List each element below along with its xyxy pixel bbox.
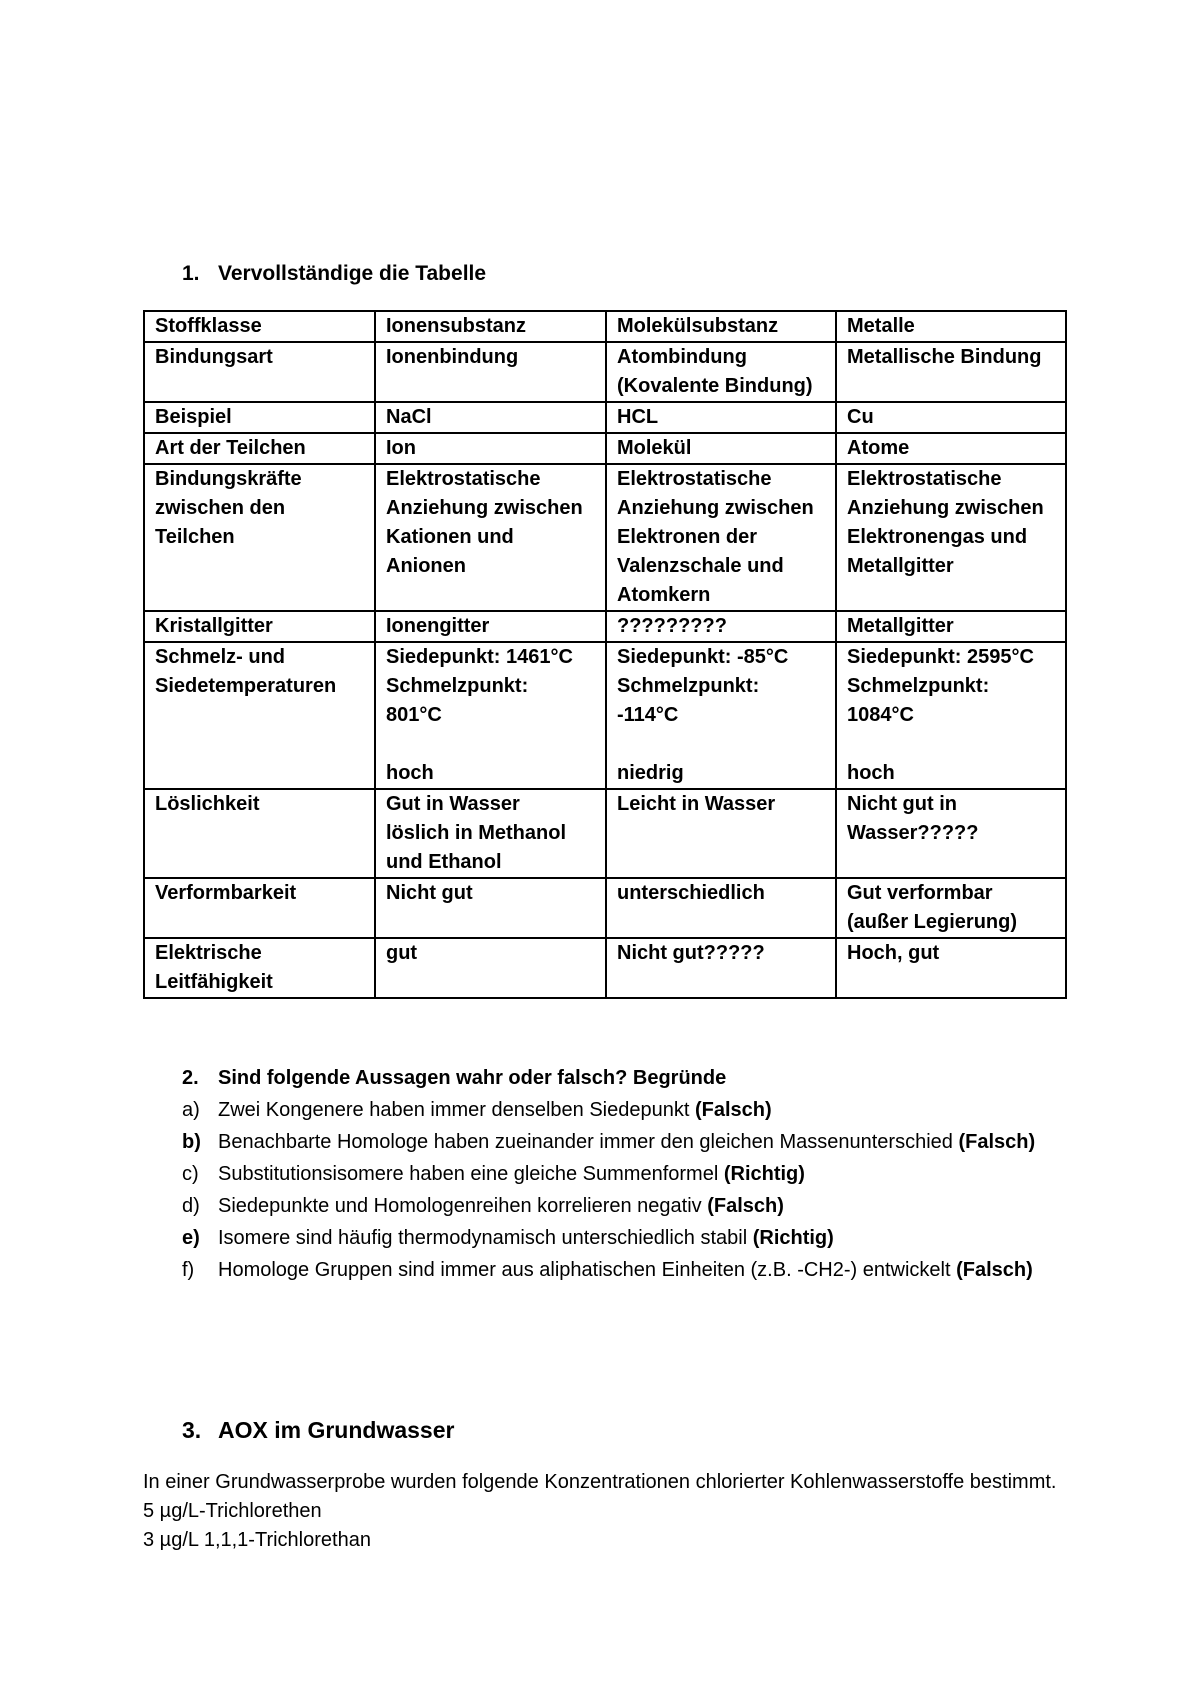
table-cell: Nicht gut [375,878,606,938]
table-row [144,789,1066,878]
table-cell: NaCl [375,402,606,433]
table-cell: Elektrostatische Anziehung zwischen Elektronen der Valenzschale und Atomkern [606,464,836,611]
table-cell: Metallische Bindung [836,342,1066,402]
section-2-title: Sind folgende Aussagen wahr oder falsch? Begründe [218,1067,727,1089]
statement-text-wrap [218,1254,1062,1286]
statement-label: c) [182,1163,199,1185]
section-3-title: AOX im Grundwasser [218,1417,455,1443]
statement-text: Homologe Gruppen sind immer aus aliphatischen Einheiten (z.B. -CH2-) entwickelt [218,1259,957,1281]
table-cell: Ionensubstanz [375,311,606,342]
table-cell: Gut in Wasser löslich in Methanol und Ethanol [375,789,606,878]
table-row [144,464,1066,611]
statement-text: Benachbarte Homologe haben zueinander immer den gleichen Massenunterschied [218,1131,959,1153]
statement-item [182,1126,1062,1158]
table-cell: Atome [836,433,1066,464]
statement-item [182,1254,1062,1286]
table-row-label: Schmelz- und Siedetemperaturen [144,642,375,789]
section-1-heading [182,262,486,286]
concentration-line: 5 µg/L-Trichlorethen [143,1500,322,1522]
statement-text-wrap [218,1158,1062,1190]
table-cell: Metallgitter [836,611,1066,642]
table-cell: HCL [606,402,836,433]
table-header-row [144,311,1066,342]
statement-label: f) [182,1259,195,1281]
statement-text-wrap [218,1126,1062,1158]
table-cell: ????????? [606,611,836,642]
table-cell: Gut verformbar (außer Legierung) [836,878,1066,938]
table-cell: Siedepunkt: 2595°C Schmelzpunkt: 1084°C hoch [836,642,1066,789]
table-cell: Cu [836,402,1066,433]
statement-label: a) [182,1099,200,1121]
statement-answer: (Falsch) [694,1099,772,1121]
table-row [144,938,1066,998]
table-cell: Elektrostatische Anziehung zwischen Elektronengas und Metallgitter [836,464,1066,611]
statement-item [182,1190,1062,1222]
table-row-label: Kristallgitter [144,611,375,642]
statement-answer: (Richtig) [723,1163,805,1185]
table-row-label: Beispiel [144,402,375,433]
table-cell: Siedepunkt: 1461°C Schmelzpunkt: 801°C hoch [375,642,606,789]
section-3-body [143,1468,1073,1555]
table-row-label: Verformbarkeit [144,878,375,938]
table-cell: Siedepunkt: -85°C Schmelzpunkt: -114°C niedrig [606,642,836,789]
table-cell: unterschiedlich [606,878,836,938]
substance-class-table [143,310,1067,999]
section-3-heading [182,1417,454,1444]
table-cell: Molekülsubstanz [606,311,836,342]
table-cell: Metalle [836,311,1066,342]
statement-text-wrap [218,1190,1062,1222]
table-row [144,402,1066,433]
statement-label: e) [182,1227,200,1249]
table-row-label: Elektrische Leitfähigkeit [144,938,375,998]
table-row-label: Stoffklasse [144,311,375,342]
statement-label: b) [182,1131,201,1153]
table-cell: Molekül [606,433,836,464]
table-cell: Atombindung (Kovalente Bindung) [606,342,836,402]
section-2 [182,1062,1062,1286]
statement-text: Isomere sind häufig thermodynamisch unterschiedlich stabil [218,1227,753,1249]
statement-answer: (Richtig) [752,1227,834,1249]
table-row [144,611,1066,642]
table-cell: gut [375,938,606,998]
statement-item [182,1094,1062,1126]
statement-item [182,1158,1062,1190]
section-1-title: Vervollständige die Tabelle [218,262,487,285]
table-row [144,342,1066,402]
table-cell: Leicht in Wasser [606,789,836,878]
statement-answer: (Falsch) [958,1131,1036,1153]
table-row [144,642,1066,789]
table-row-label: Bindungskräfte zwischen den Teilchen [144,464,375,611]
table-cell: Ion [375,433,606,464]
statement-answer: (Falsch) [956,1259,1033,1281]
statement-text-wrap [218,1222,1062,1254]
section-1-number: 1. [182,262,200,285]
table-cell: Hoch, gut [836,938,1066,998]
section-2-heading [182,1062,1062,1094]
section-3-number: 3. [182,1417,202,1443]
table-row-label: Löslichkeit [144,789,375,878]
section-3-intro: In einer Grundwasserprobe wurden folgende Konzentrationen chlorierter Kohlenwasserstoffe bestimmt. [143,1471,1057,1493]
statement-text: Zwei Kongenere haben immer denselben Siedepunkt [218,1099,695,1121]
statement-text: Siedepunkte und Homologenreihen korrelieren negativ [218,1195,708,1217]
statement-text: Substitutionsisomere haben eine gleiche Summenformel [218,1163,724,1185]
concentration-line: 3 µg/L 1,1,1-Trichlorethan [143,1529,371,1551]
table-cell: Elektrostatische Anziehung zwischen Kationen und Anionen [375,464,606,611]
table-row-label: Art der Teilchen [144,433,375,464]
table-cell: Ionengitter [375,611,606,642]
table-cell: Ionenbindung [375,342,606,402]
statement-answer: (Falsch) [707,1195,784,1217]
statement-text-wrap [218,1094,1062,1126]
table-row [144,878,1066,938]
table-row [144,433,1066,464]
table-cell: Nicht gut in Wasser????? [836,789,1066,878]
statement-label: d) [182,1195,200,1217]
statement-item [182,1222,1062,1254]
section-2-number: 2. [182,1067,199,1089]
table-row-label: Bindungsart [144,342,375,402]
table-cell: Nicht gut????? [606,938,836,998]
